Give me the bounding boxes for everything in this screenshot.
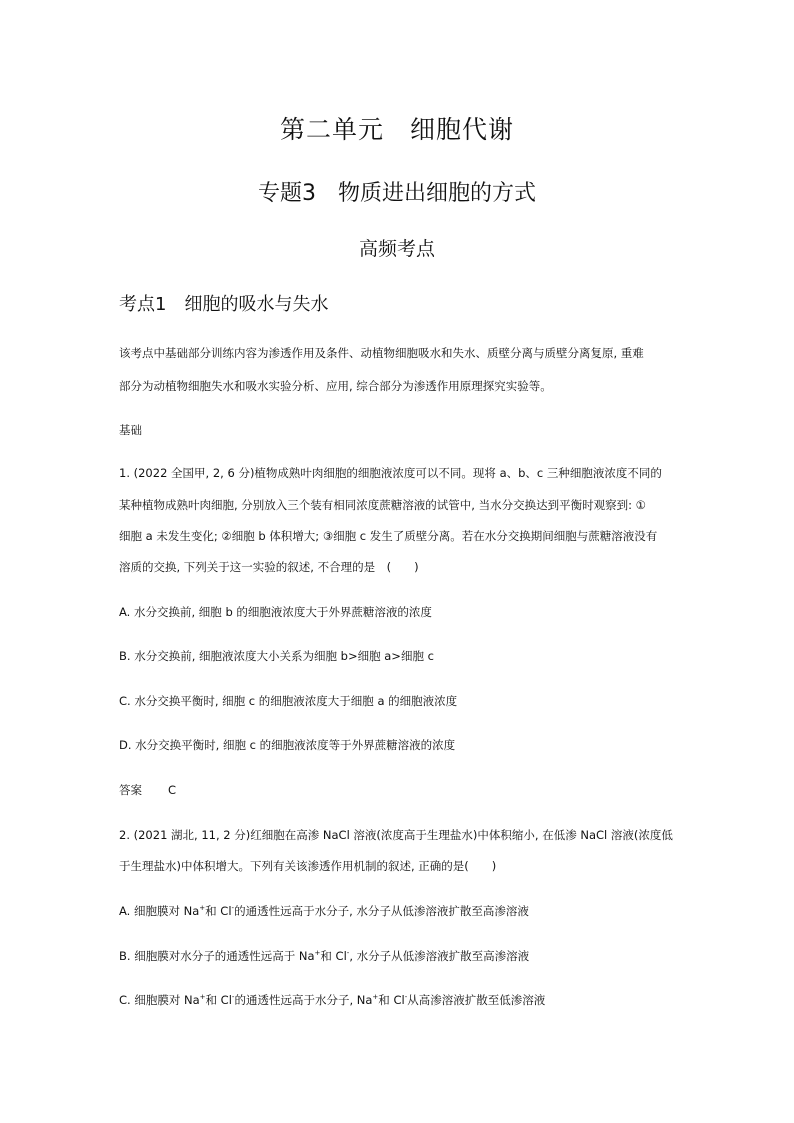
q2-stem-line-1: 2. (2021 湖北, 11, 2 分)红细胞在高渗 NaCl 溶液(浓度高于生理盐水)中体积缩小, 在低渗 NaCl 溶液(浓度低 — [119, 828, 673, 842]
q1-stem-line-3: 细胞 a 未发生变化; ②细胞 b 体积增大; ③细胞 c 发生了质壁分离。若在水分交换期间细胞与蔗糖溶液没有 — [119, 529, 658, 543]
q2-option-a: A. 细胞膜对 Na+和 Cl-的通透性远高于水分子, 水分子从低渗溶液扩散至高渗溶液 — [119, 904, 529, 918]
q2-option-b: B. 细胞膜对水分子的通透性远高于 Na+和 Cl-, 水分子从低渗溶液扩散至高渗溶液 — [119, 949, 530, 963]
q2-stem-line-2: 于生理盐水)中体积增大。下列有关该渗透作用机制的叙述, 正确的是( ) — [119, 859, 497, 873]
q1-option-d: D. 水分交换平衡时, 细胞 c 的细胞液浓度等于外界蔗糖溶液的浓度 — [119, 738, 456, 752]
q1-option-b: B. 水分交换前, 细胞液浓度大小关系为细胞 b>细胞 a>细胞 c — [119, 649, 434, 663]
q1-answer — [119, 780, 679, 800]
q1-option-c: C. 水分交换平衡时, 细胞 c 的细胞液浓度大于细胞 a 的细胞液浓度 — [119, 694, 458, 708]
level-label: 基础 — [119, 423, 142, 437]
q1-option-a: A. 水分交换前, 细胞 b 的细胞液浓度大于外界蔗糖溶液的浓度 — [119, 605, 432, 619]
intro-line-1: 该考点中基础部分训练内容为渗透作用及条件、动植物细胞吸水和失水、质壁分离与质壁分离复原, 重难 — [119, 346, 644, 360]
q1-stem-line-2: 某种植物成熟叶肉细胞, 分别放入三个装有相同浓度蔗糖溶液的试管中, 当水分交换达到平衡时观察到: ① — [119, 498, 646, 512]
topic-title: 专题3 物质进出细胞的方式 — [258, 181, 536, 206]
section-title: 高频考点 — [358, 238, 435, 260]
point-title: 考点1 细胞的吸水与失水 — [119, 294, 329, 315]
intro-line-2: 部分为动植物细胞失水和吸水实验分析、应用, 综合部分为渗透作用原理探究实验等。 — [119, 379, 552, 393]
answer-label: 答案 — [119, 783, 142, 797]
unit-title: 第二单元 细胞代谢 — [279, 115, 514, 144]
answer-value: C — [168, 783, 177, 797]
q1-stem-line-4: 溶质的交换, 下列关于这一实验的叙述, 不合理的是 ( ) — [119, 560, 419, 574]
q1-stem-line-1: 1. (2022 全国甲, 2, 6 分)植物成熟叶肉细胞的细胞液浓度可以不同。现将 a、b、c 三种细胞液浓度不同的 — [119, 466, 662, 480]
q2-option-c: C. 细胞膜对 Na+和 Cl-的通透性远高于水分子, Na+和 Cl-从高渗溶液扩散至低渗溶液 — [119, 993, 546, 1007]
